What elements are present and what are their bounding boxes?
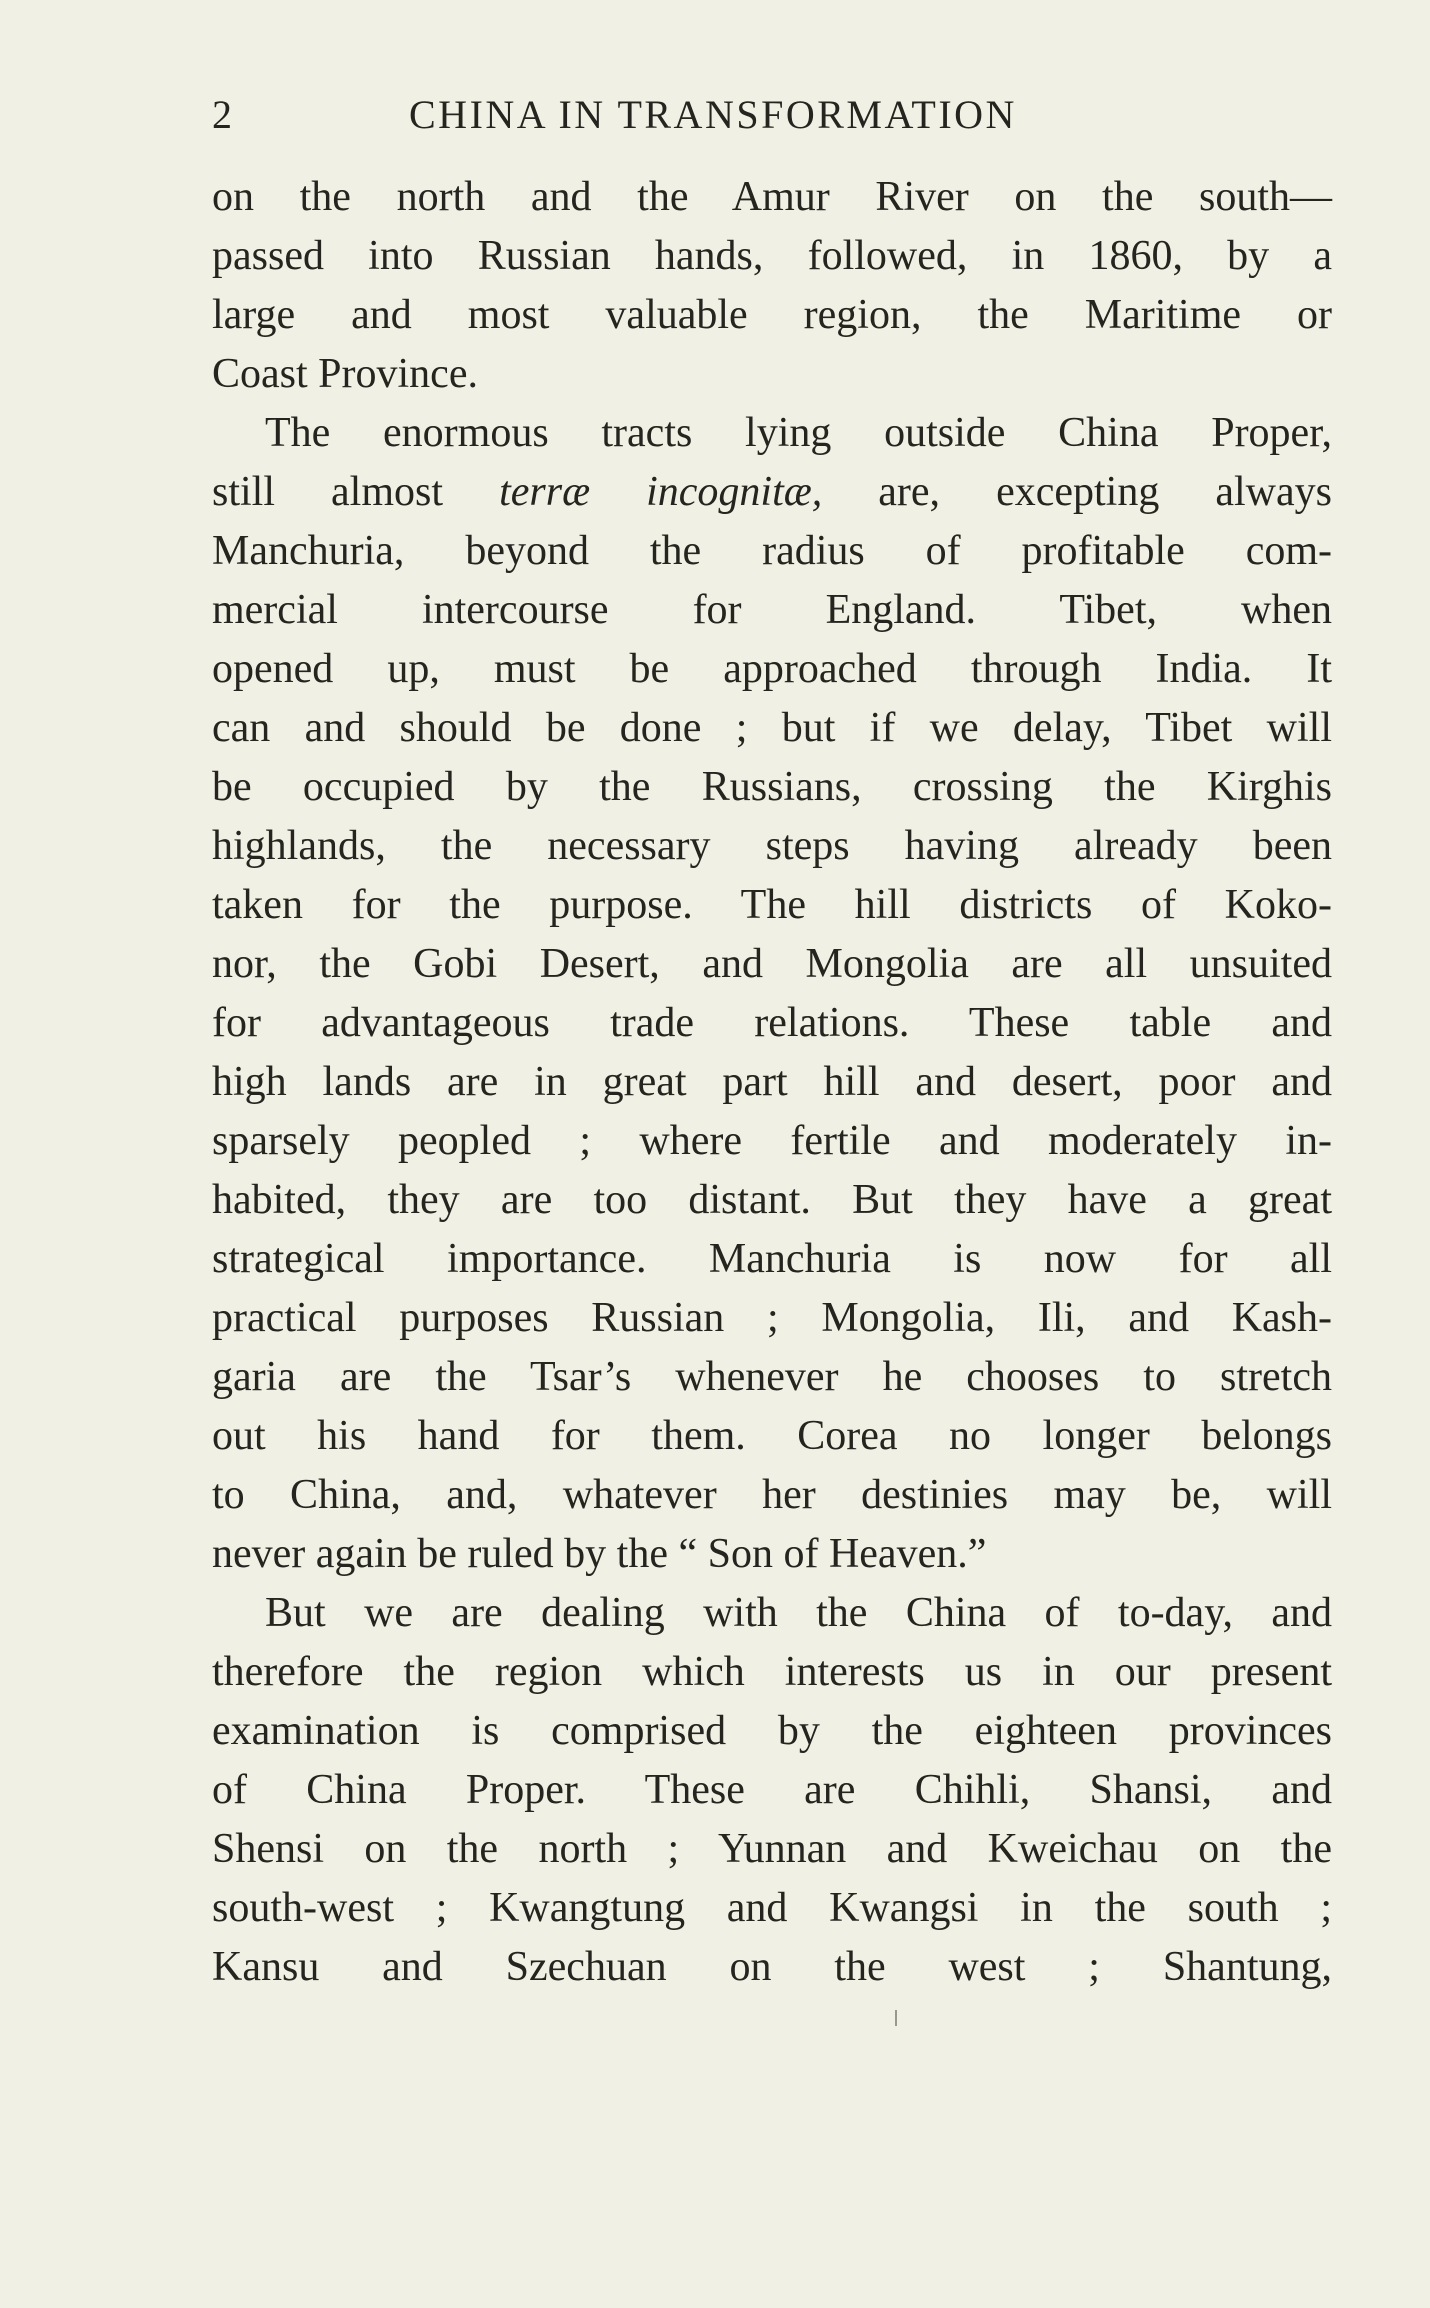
text-line: sparsely peopled ; where fertile and moderately in-: [212, 1118, 1332, 1164]
text-line: south-west ; Kwangtung and Kwangsi in the south ;: [212, 1885, 1332, 1931]
text-line: large and most valuable region, the Maritime or: [212, 292, 1332, 338]
text-line: Coast Province.: [212, 351, 478, 397]
text-line: therefore the region which interests us in our present: [212, 1649, 1332, 1695]
body-text: [212, 168, 1332, 1997]
text-segment: are, excepting always: [822, 469, 1332, 515]
text-line: high lands are in great part hill and desert, poor and: [212, 1059, 1332, 1105]
text-line: passed into Russian hands, followed, in 1860, by a: [212, 233, 1332, 279]
text-line: be occupied by the Russians, crossing the Kirghis: [212, 764, 1332, 810]
page-header: [212, 90, 1332, 140]
italic-phrase: terræ incognitæ,: [499, 469, 823, 515]
text-line: habited, they are too distant. But they have a great: [212, 1177, 1332, 1223]
text-line: of China Proper. These are Chihli, Shansi, and: [212, 1767, 1332, 1813]
page-number: 2: [212, 92, 235, 137]
text-line: mercial intercourse for England. Tibet, when: [212, 587, 1332, 633]
text-line: examination is comprised by the eighteen provinces: [212, 1708, 1332, 1754]
text-line: never again be ruled by the “ Son of Heaven.”: [212, 1531, 987, 1577]
text-line: garia are the Tsar’s whenever he chooses to stretch: [212, 1354, 1332, 1400]
text-line: highlands, the necessary steps having already been: [212, 823, 1332, 869]
text-line: But we are dealing with the China of to-day, and: [265, 1590, 1332, 1636]
text-line: strategical importance. Manchuria is now for all: [212, 1236, 1332, 1282]
text-line: nor, the Gobi Desert, and Mongolia are all unsuited: [212, 941, 1332, 987]
text-line: to China, and, whatever her destinies may be, will: [212, 1472, 1332, 1518]
text-line: can and should be done ; but if we delay, Tibet will: [212, 705, 1332, 751]
text-line: practical purposes Russian ; Mongolia, Ili, and Kash-: [212, 1295, 1332, 1341]
text-line: taken for the purpose. The hill districts of Koko-: [212, 882, 1332, 928]
text-line: on the north and the Amur River on the south—: [212, 174, 1332, 220]
text-line: for advantageous trade relations. These table and: [212, 1000, 1332, 1046]
text-line-with-italic: [212, 463, 1332, 522]
text-line: The enormous tracts lying outside China Proper,: [265, 410, 1332, 456]
text-line: Shensi on the north ; Yunnan and Kweichau on the: [212, 1826, 1332, 1872]
text-line: out his hand for them. Corea no longer belongs: [212, 1413, 1332, 1459]
text-line: opened up, must be approached through India. It: [212, 646, 1332, 692]
text-segment: still almost: [212, 469, 500, 515]
text-line: Kansu and Szechuan on the west ; Shantung,: [212, 1944, 1332, 1990]
running-title: CHINA IN TRANSFORMATION: [409, 92, 1017, 137]
ink-speck: [895, 2010, 897, 2026]
text-line: Manchuria, beyond the radius of profitable com-: [212, 528, 1332, 574]
